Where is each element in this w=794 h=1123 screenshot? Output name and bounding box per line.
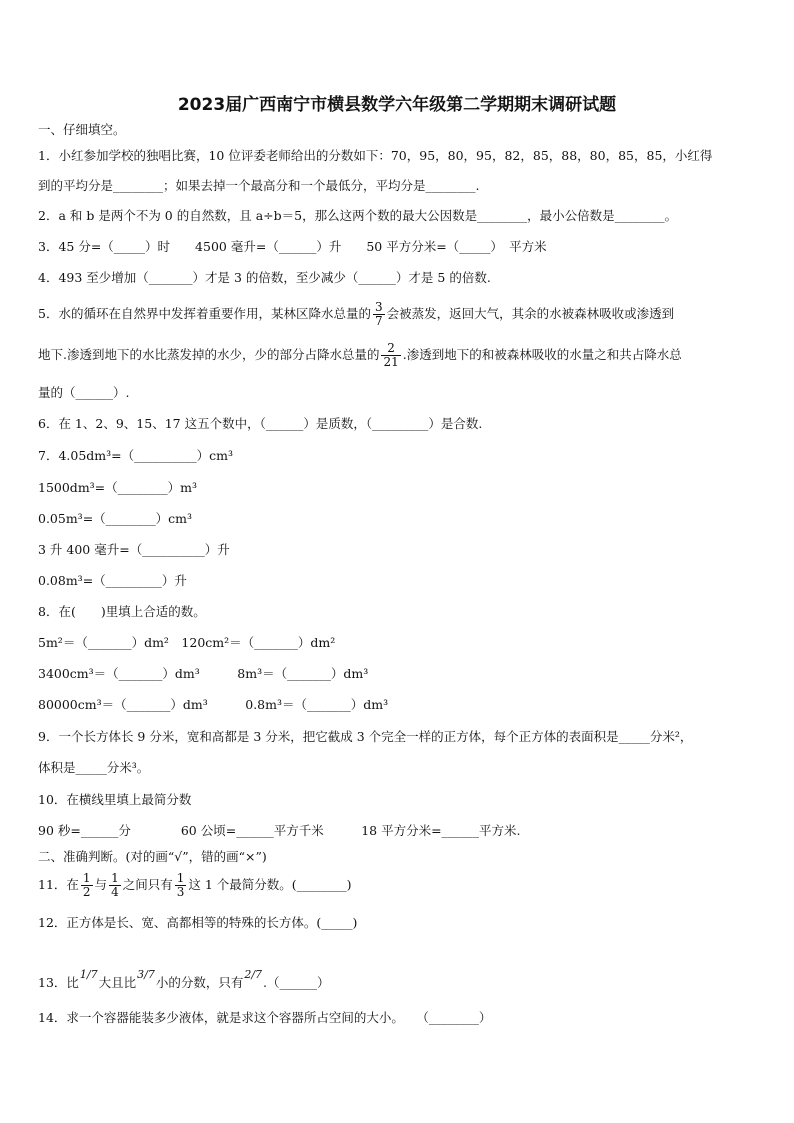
question-7-e: 0.08m³=（_________）升 — [38, 573, 187, 588]
question-11-text-a: 11．在 — [38, 877, 79, 892]
fraction-3-7: 3/7 — [137, 968, 155, 981]
question-1-line-1: 1．小红参加学校的独唱比赛，10 位评委老师给出的分数如下：70，95，80，95，82，85，88，80，85，85，小红得 — [38, 148, 713, 163]
question-11-text-d: 这 1 个最简分数。(________) — [188, 877, 352, 892]
question-9-line-2: 体积是_____分米³。 — [38, 760, 150, 775]
question-1-line-2: 到的平均分是________；如果去掉一个最高分和一个最低分，平均分是________. — [38, 178, 480, 193]
question-13-text-a: 13．比 — [38, 975, 79, 990]
question-8-b: 3400cm³＝（_______）dm³ 8m³＝（_______）dm³ — [38, 666, 369, 681]
fraction-1-7: 1/7 — [79, 968, 98, 981]
question-5-text-b: 会被蒸发，返回大气，其余的水被森林吸收或渗透到 — [386, 306, 675, 321]
section-2-heading: 二、准确判断。(对的画“√”，错的画“×”) — [38, 849, 267, 864]
question-11-text-c: 之间只有 — [122, 877, 173, 892]
question-3: 3．45 分=（_____）时 4500 毫升=（______）升 50 平方分米=（_____） 平方米 — [38, 239, 547, 254]
question-11-text-b: 与 — [94, 877, 108, 892]
page-title: 2023届广西南宁市横县数学六年级第二学期期末调研试题 — [177, 95, 617, 115]
question-13-text-b: 大且比 — [98, 975, 137, 990]
question-7-d: 3 升 400 毫升=（__________）升 — [38, 542, 230, 557]
question-9-line-1: 9．一个长方体长 9 分米，宽和高都是 3 分米，把它截成 3 个完全一样的正方体，每个正方体的表面积是_____分米²， — [38, 729, 693, 744]
fraction-2-7: 2/7 — [244, 968, 263, 981]
question-5-line-1 — [38, 299, 674, 329]
question-14: 14．求一个容器能装多少液体，就是求这个容器所占空间的大小。 （________） — [38, 1010, 492, 1025]
question-11 — [38, 870, 352, 900]
question-4: 4．493 至少增加（_______）才是 3 的倍数，至少减少（______）才是 5 的倍数. — [38, 270, 491, 285]
fraction-1-4: $\frac{1}{4}$ — [111, 871, 119, 899]
fraction-2-21: $\frac{2}{21}$ — [383, 341, 399, 369]
question-10: 10．在横线里填上最简分数 — [38, 792, 192, 807]
question-7-c: 0.05m³=（________）cm³ — [38, 511, 193, 526]
question-5-text-d: .渗透到地下的和被森林吸收的水量之和共占降水总 — [402, 347, 682, 362]
question-13-text-d: .（______） — [263, 975, 330, 990]
fraction-3-7: $\frac{3}{7}$ — [374, 300, 383, 328]
question-13-text-c: 小的分数，只有 — [155, 975, 244, 990]
section-1-heading: 一、仔细填空。 — [38, 122, 126, 137]
question-5-text-a: 5．水的循环在自然界中发挥着重要作用，某林区降水总量的 — [38, 306, 371, 321]
question-10-a: 90 秒=______分 60 公顷=______平方千米 18 平方分米=______平方米. — [38, 823, 521, 838]
fraction-1-3: $\frac{1}{3}$ — [176, 871, 185, 899]
question-5-line-3: 量的（______）. — [38, 385, 130, 400]
question-7-a: 7．4.05dm³=（__________）cm³ — [38, 448, 233, 463]
question-8-a: 5m²＝（_______）dm² 120cm²＝（_______）dm² — [38, 635, 336, 650]
question-5-line-2 — [38, 340, 682, 370]
question-8-c: 80000cm³＝（_______）dm³ 0.8m³＝（_______）dm³ — [38, 697, 389, 712]
question-2: 2．a 和 b 是两个不为 0 的自然数，且 a÷b＝5，那么这两个数的最大公因数是________，最小公倍数是________。 — [38, 208, 678, 223]
question-6: 6．在 1、2、9、15、17 这五个数中，（______）是质数，（_________）是合数. — [38, 416, 483, 431]
question-13 — [38, 968, 330, 991]
question-8: 8．在( )里填上合适的数。 — [38, 604, 206, 619]
fraction-1-2: $\frac{1}{2}$ — [82, 871, 91, 899]
question-7-b: 1500dm³=（________）m³ — [38, 480, 198, 495]
question-5-text-c: 地下.渗透到地下的水比蒸发掉的水少，少的部分占降水总量的 — [38, 347, 380, 362]
question-12: 12．正方体是长、宽、高都相等的特殊的长方体。(_____) — [38, 915, 358, 930]
